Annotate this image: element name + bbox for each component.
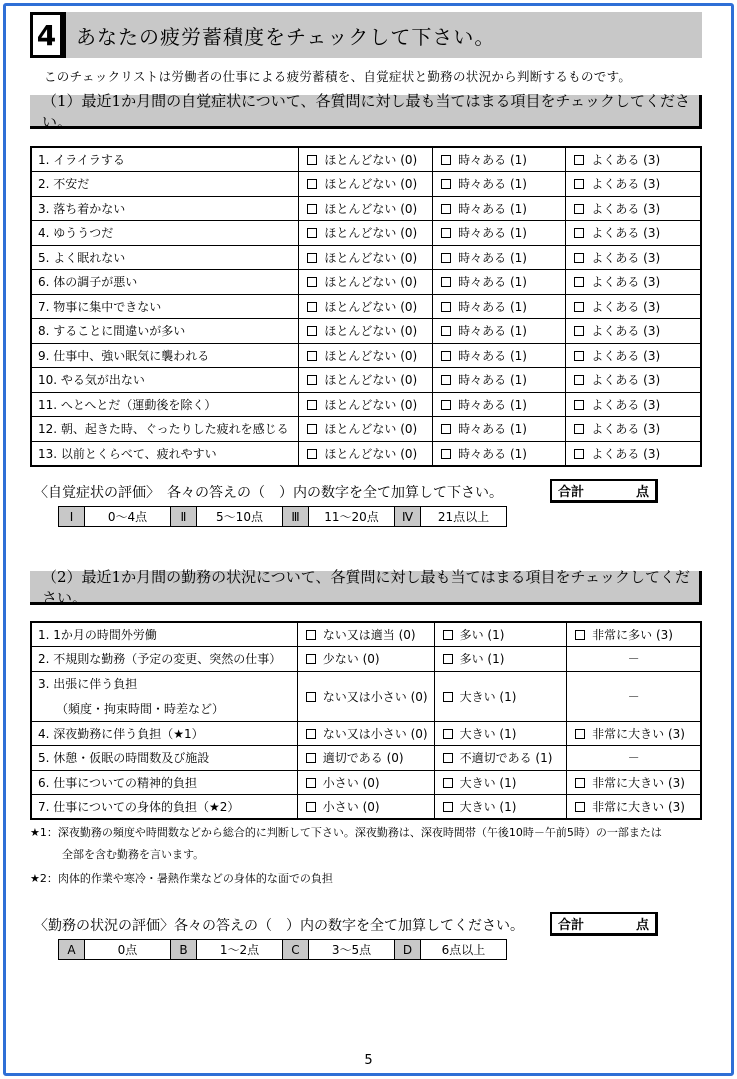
checkbox-icon[interactable] xyxy=(441,400,451,410)
checkbox-icon[interactable] xyxy=(574,375,584,385)
question-cell xyxy=(31,368,299,393)
option-checkbox[interactable] xyxy=(433,172,566,197)
question-text: 1. イライラする xyxy=(38,153,125,167)
option-label: ほとんどない (0) xyxy=(324,422,418,437)
option-label: 時々ある (1) xyxy=(458,324,527,339)
option-checkbox[interactable] xyxy=(299,294,433,319)
table-row xyxy=(31,270,701,295)
checkbox-icon[interactable] xyxy=(574,179,584,189)
option-checkbox[interactable] xyxy=(434,647,567,672)
option-checkbox[interactable] xyxy=(433,392,566,417)
option-label: 少ない (0) xyxy=(322,652,380,667)
checkbox-icon[interactable] xyxy=(441,204,451,214)
checkbox-icon[interactable] xyxy=(574,351,584,361)
option-checkbox[interactable] xyxy=(433,343,566,368)
question-cell xyxy=(31,746,297,771)
option-checkbox[interactable] xyxy=(566,270,701,295)
question-cell xyxy=(31,721,297,746)
checkbox-icon[interactable] xyxy=(441,449,451,459)
option-checkbox[interactable] xyxy=(566,392,701,417)
option-checkbox[interactable] xyxy=(297,647,434,672)
checkbox-icon[interactable] xyxy=(574,449,584,459)
option-label: 多い (1) xyxy=(459,652,505,667)
option-label: ほとんどない (0) xyxy=(324,299,418,314)
checkbox-icon[interactable] xyxy=(574,326,584,336)
table-row xyxy=(31,647,701,672)
option-label: 小さい (0) xyxy=(322,775,380,790)
checkbox-icon[interactable] xyxy=(443,778,453,788)
option-label: よくある (3) xyxy=(591,348,661,363)
option-checkbox[interactable] xyxy=(299,221,433,246)
not-applicable-cell xyxy=(567,647,701,672)
option-checkbox[interactable] xyxy=(299,368,433,393)
option-label: ない又は小さい (0) xyxy=(322,726,428,741)
checkbox-icon[interactable] xyxy=(306,729,316,739)
option-checkbox[interactable] xyxy=(299,417,433,442)
checkbox-icon[interactable] xyxy=(443,630,453,640)
option-checkbox[interactable] xyxy=(299,147,433,172)
question-cell xyxy=(31,319,299,344)
option-label: よくある (3) xyxy=(591,177,661,192)
option-checkbox[interactable] xyxy=(433,245,566,270)
total-label: 合計 xyxy=(558,918,585,933)
checkbox-icon[interactable] xyxy=(574,424,584,434)
question-cell xyxy=(31,392,299,417)
option-checkbox[interactable] xyxy=(434,671,567,721)
option-label: 時々ある (1) xyxy=(458,373,527,388)
question-text: 9. 仕事中、強い眠気に襲われる xyxy=(38,348,210,363)
table-row xyxy=(31,172,701,197)
option-checkbox[interactable] xyxy=(299,343,433,368)
option-checkbox[interactable] xyxy=(297,671,434,721)
checkbox-icon[interactable] xyxy=(307,326,317,336)
option-checkbox[interactable] xyxy=(566,319,701,344)
option-checkbox[interactable] xyxy=(433,221,566,246)
option-label: ない又は小さい (0) xyxy=(322,689,428,704)
option-label: ほとんどない (0) xyxy=(324,446,418,461)
option-checkbox[interactable] xyxy=(299,392,433,417)
checkbox-icon[interactable] xyxy=(306,654,316,664)
checkbox-icon[interactable] xyxy=(307,253,317,263)
option-label: よくある (3) xyxy=(591,446,661,461)
option-checkbox[interactable] xyxy=(299,172,433,197)
table-row xyxy=(31,441,701,466)
question-cell xyxy=(31,270,299,295)
table-row xyxy=(31,196,701,221)
checkbox-icon[interactable] xyxy=(443,654,453,664)
table-row xyxy=(31,770,701,795)
question-subtext: （頻度・拘束時間・時差など） xyxy=(56,702,225,716)
checkbox-icon[interactable] xyxy=(575,729,585,739)
checkbox-icon[interactable] xyxy=(575,802,585,812)
question-text: 11. へとへとだ（運動後を除く） xyxy=(38,397,217,412)
option-checkbox[interactable] xyxy=(433,441,566,466)
option-checkbox[interactable] xyxy=(566,196,701,221)
question-text: 3. 落ち着かない xyxy=(38,201,126,216)
note-2: ★2：肉体的作業や寒冷・暑熱作業などの身体的な面での負担 xyxy=(30,872,333,885)
option-label: よくある (3) xyxy=(591,153,661,167)
option-label: 時々ある (1) xyxy=(458,446,527,461)
option-label: 時々ある (1) xyxy=(458,299,527,314)
checkbox-icon[interactable] xyxy=(306,802,316,812)
option-label: よくある (3) xyxy=(591,324,661,339)
question-text: 3. 出張に伴う負担 xyxy=(38,677,138,691)
checkbox-icon[interactable] xyxy=(306,778,316,788)
option-checkbox[interactable] xyxy=(433,417,566,442)
scale-level: Ⅲ xyxy=(283,507,309,527)
option-checkbox[interactable] xyxy=(434,795,567,820)
note-1-line2: 全部を含む勤務を言います。 xyxy=(62,848,205,861)
checkbox-icon[interactable] xyxy=(575,630,585,640)
checkbox-icon[interactable] xyxy=(307,351,317,361)
option-label: ほとんどない (0) xyxy=(324,397,418,412)
option-label: 小さい (0) xyxy=(322,800,380,814)
scale-range: 21点以上 xyxy=(421,507,507,527)
question-cell xyxy=(31,770,297,795)
option-checkbox[interactable] xyxy=(297,770,434,795)
option-checkbox[interactable] xyxy=(434,622,567,647)
option-checkbox[interactable] xyxy=(433,319,566,344)
checkbox-icon[interactable] xyxy=(441,351,451,361)
option-checkbox[interactable] xyxy=(567,622,701,647)
option-label: 適切である (0) xyxy=(322,751,404,766)
option-label: 大きい (1) xyxy=(459,726,517,741)
option-label: ほとんどない (0) xyxy=(324,324,418,339)
scale-level: A xyxy=(59,940,85,960)
table-row xyxy=(31,368,701,393)
work-eval-text: 〈勤務の状況の評価〉各々の答えの（ ）内の数字を全て加算してください。 xyxy=(34,918,524,934)
option-checkbox[interactable] xyxy=(433,196,566,221)
question-cell xyxy=(31,343,299,368)
option-label: 時々ある (1) xyxy=(458,275,527,290)
option-label: 時々ある (1) xyxy=(458,201,527,216)
checkbox-icon[interactable] xyxy=(307,179,317,189)
question-text: 7. 仕事についての身体的負担（★2） xyxy=(38,800,240,814)
checkbox-icon[interactable] xyxy=(441,228,451,238)
option-label: ない又は適当 (0) xyxy=(322,628,416,642)
option-checkbox[interactable] xyxy=(566,221,701,246)
option-checkbox[interactable] xyxy=(567,795,701,820)
option-checkbox[interactable] xyxy=(566,147,701,172)
checkbox-icon[interactable] xyxy=(307,277,317,287)
option-label: 時々ある (1) xyxy=(458,250,527,265)
option-label: ほとんどない (0) xyxy=(324,348,418,363)
checkbox-icon[interactable] xyxy=(443,729,453,739)
option-label: よくある (3) xyxy=(591,275,661,290)
work-scale-table xyxy=(58,939,507,960)
question-text: 12. 朝、起きた時、ぐったりした疲れを感じる xyxy=(38,422,289,437)
option-label: よくある (3) xyxy=(591,226,661,241)
option-label: 非常に大きい (3) xyxy=(592,726,685,741)
option-label: 時々ある (1) xyxy=(458,226,527,241)
question-cell xyxy=(31,671,297,721)
option-checkbox[interactable] xyxy=(433,294,566,319)
scale-range: 1～2点 xyxy=(197,940,283,960)
option-label: 時々ある (1) xyxy=(458,422,527,437)
checkbox-icon[interactable] xyxy=(441,424,451,434)
option-label: よくある (3) xyxy=(591,373,661,388)
scale-range: 11～20点 xyxy=(309,507,395,527)
section-number: 4 xyxy=(30,12,66,58)
option-label: － xyxy=(627,652,640,667)
question-cell xyxy=(31,647,297,672)
scale-range: 0～4点 xyxy=(85,507,171,527)
option-checkbox[interactable] xyxy=(299,319,433,344)
option-checkbox[interactable] xyxy=(567,770,701,795)
question-cell xyxy=(31,147,299,172)
total-unit: 点 xyxy=(635,485,649,500)
option-label: 時々ある (1) xyxy=(458,397,527,412)
section2-heading: （2）最近1か月間の勤務の状況について、各質問に対し最も当てはまる項目をチェックしてください。 xyxy=(30,571,702,605)
work-total-box[interactable] xyxy=(550,912,658,936)
scale-level: Ⅱ xyxy=(171,507,197,527)
question-cell xyxy=(31,417,299,442)
question-text: 7. 物事に集中できない xyxy=(38,299,162,314)
question-cell xyxy=(31,441,299,466)
symptom-table xyxy=(30,146,702,467)
checkbox-icon[interactable] xyxy=(307,449,317,459)
checkbox-icon[interactable] xyxy=(441,375,451,385)
option-checkbox[interactable] xyxy=(567,721,701,746)
option-label: 非常に大きい (3) xyxy=(592,800,685,814)
question-cell xyxy=(31,196,299,221)
table-row xyxy=(31,721,701,746)
not-applicable-cell xyxy=(567,746,701,771)
page-title: あなたの疲労蓄積度をチェックして下さい。 xyxy=(76,24,496,49)
option-label: ほとんどない (0) xyxy=(324,226,418,241)
option-label: よくある (3) xyxy=(591,422,661,437)
scale-range: 5～10点 xyxy=(197,507,283,527)
option-label: よくある (3) xyxy=(591,201,661,216)
checkbox-icon[interactable] xyxy=(574,228,584,238)
checkbox-icon[interactable] xyxy=(306,630,316,640)
option-label: ほとんどない (0) xyxy=(324,250,418,265)
option-checkbox[interactable] xyxy=(566,294,701,319)
scale-level: Ⅳ xyxy=(395,507,421,527)
option-checkbox[interactable] xyxy=(299,270,433,295)
option-label: 大きい (1) xyxy=(459,800,517,814)
scale-range: 6点以上 xyxy=(421,940,507,960)
option-label: よくある (3) xyxy=(591,250,661,265)
question-cell xyxy=(31,245,299,270)
table-row xyxy=(31,746,701,771)
question-text: 4. 深夜勤務に伴う負担（★1） xyxy=(38,726,204,741)
option-checkbox[interactable] xyxy=(297,721,434,746)
table-row xyxy=(31,795,701,820)
table-row xyxy=(31,622,701,647)
scale-level: Ⅰ xyxy=(59,507,85,527)
option-checkbox[interactable] xyxy=(434,721,567,746)
checkbox-icon[interactable] xyxy=(307,424,317,434)
question-text: 4. ゆううつだ xyxy=(38,226,114,241)
not-applicable-cell xyxy=(567,671,701,721)
checkbox-icon[interactable] xyxy=(441,302,451,312)
checkbox-icon[interactable] xyxy=(307,375,317,385)
question-text: 5. 休憩・仮眠の時間数及び施設 xyxy=(38,751,210,766)
checkbox-icon[interactable] xyxy=(306,753,316,763)
scale-level: D xyxy=(395,940,421,960)
option-checkbox[interactable] xyxy=(299,196,433,221)
section1-heading: （1）最近1か月間の自覚症状について、各質問に対し最も当てはまる項目をチェックしてください。 xyxy=(30,95,702,129)
note-1-line1: ★1：深夜勤務の頻度や時間数などから総合的に判断して下さい。深夜勤務は、深夜時間帯（午後10時－午前5時）の一部または xyxy=(30,826,662,839)
option-checkbox[interactable] xyxy=(297,795,434,820)
checkbox-icon[interactable] xyxy=(443,692,453,702)
table-row xyxy=(31,319,701,344)
option-checkbox[interactable] xyxy=(566,417,701,442)
option-checkbox[interactable] xyxy=(433,368,566,393)
page-number: 5 xyxy=(364,1053,373,1068)
option-checkbox[interactable] xyxy=(433,147,566,172)
question-cell xyxy=(31,172,299,197)
option-checkbox[interactable] xyxy=(297,622,434,647)
option-checkbox[interactable] xyxy=(566,441,701,466)
option-label: よくある (3) xyxy=(591,299,661,314)
checkbox-icon[interactable] xyxy=(307,204,317,214)
option-label: － xyxy=(627,689,640,704)
scale-level: C xyxy=(283,940,309,960)
question-cell xyxy=(31,795,297,820)
question-text: 2. 不規則な勤務（予定の変更、突然の仕事） xyxy=(38,652,282,667)
option-label: ほとんどない (0) xyxy=(324,373,418,388)
checkbox-icon[interactable] xyxy=(441,277,451,287)
checkbox-icon[interactable] xyxy=(574,155,584,165)
symptom-eval-text: 〈自覚症状の評価〉 各々の答えの（ ）内の数字を全て加算して下さい。 xyxy=(34,485,503,501)
option-label: 非常に大きい (3) xyxy=(592,775,685,790)
option-checkbox[interactable] xyxy=(299,245,433,270)
checkbox-icon[interactable] xyxy=(307,155,317,165)
checkbox-icon[interactable] xyxy=(574,400,584,410)
option-label: よくある (3) xyxy=(591,397,661,412)
table-row xyxy=(31,671,701,721)
question-text: 6. 体の調子が悪い xyxy=(38,275,138,290)
option-label: 時々ある (1) xyxy=(458,153,527,167)
work-table xyxy=(30,621,702,820)
scale-level: B xyxy=(171,940,197,960)
table-row xyxy=(31,294,701,319)
checkbox-icon[interactable] xyxy=(441,179,451,189)
scale-range: 0点 xyxy=(85,940,171,960)
checkbox-icon[interactable] xyxy=(443,753,453,763)
option-label: 時々ある (1) xyxy=(458,348,527,363)
option-checkbox[interactable] xyxy=(433,270,566,295)
option-checkbox[interactable] xyxy=(299,441,433,466)
checkbox-icon[interactable] xyxy=(307,302,317,312)
total-unit: 点 xyxy=(635,918,649,933)
checkbox-icon[interactable] xyxy=(441,326,451,336)
table-row xyxy=(31,245,701,270)
option-label: 多い (1) xyxy=(459,628,505,642)
checkbox-icon[interactable] xyxy=(443,802,453,812)
option-label: 不適切である (1) xyxy=(459,751,553,766)
table-row xyxy=(31,343,701,368)
option-label: 時々ある (1) xyxy=(458,177,527,192)
checkbox-icon[interactable] xyxy=(307,400,317,410)
table-row xyxy=(31,417,701,442)
option-checkbox[interactable] xyxy=(566,172,701,197)
question-cell xyxy=(31,622,297,647)
option-checkbox[interactable] xyxy=(434,746,567,771)
symptom-scale-table xyxy=(58,506,507,527)
checkbox-icon[interactable] xyxy=(574,277,584,287)
option-label: － xyxy=(627,751,640,766)
option-label: ほとんどない (0) xyxy=(324,275,418,290)
question-text: 5. よく眠れない xyxy=(38,250,126,265)
table-row xyxy=(31,392,701,417)
checkbox-icon[interactable] xyxy=(574,302,584,312)
checkbox-icon[interactable] xyxy=(575,778,585,788)
section-header xyxy=(30,12,702,58)
option-label: ほとんどない (0) xyxy=(324,153,418,167)
table-row xyxy=(31,147,701,172)
question-text: 8. することに間違いが多い xyxy=(38,324,186,339)
option-checkbox[interactable] xyxy=(566,245,701,270)
question-text: 1. 1か月の時間外労働 xyxy=(38,628,157,642)
question-text: 10. やる気が出ない xyxy=(38,373,145,388)
checkbox-icon[interactable] xyxy=(574,253,584,263)
note-1 xyxy=(30,822,662,866)
option-checkbox[interactable] xyxy=(566,343,701,368)
option-label: 大きい (1) xyxy=(459,689,517,704)
option-checkbox[interactable] xyxy=(297,746,434,771)
checkbox-icon[interactable] xyxy=(574,204,584,214)
question-text: 2. 不安だ xyxy=(38,177,90,192)
scale-range: 3～5点 xyxy=(309,940,395,960)
checkbox-icon[interactable] xyxy=(441,155,451,165)
option-checkbox[interactable] xyxy=(434,770,567,795)
question-cell xyxy=(31,221,299,246)
symptom-total-box[interactable] xyxy=(550,479,658,503)
option-label: 非常に多い (3) xyxy=(592,628,673,642)
option-checkbox[interactable] xyxy=(566,368,701,393)
option-label: 大きい (1) xyxy=(459,775,517,790)
checkbox-icon[interactable] xyxy=(441,253,451,263)
checkbox-icon[interactable] xyxy=(307,228,317,238)
question-text: 13. 以前とくらべて、疲れやすい xyxy=(38,446,217,461)
question-text: 6. 仕事についての精神的負担 xyxy=(38,775,198,790)
question-cell xyxy=(31,294,299,319)
table-row xyxy=(31,221,701,246)
intro-text: このチェックリストは労働者の仕事による疲労蓄積を、自覚症状と勤務の状況から判断するものです。 xyxy=(44,69,632,84)
total-label: 合計 xyxy=(558,485,585,500)
option-label: ほとんどない (0) xyxy=(324,201,418,216)
checkbox-icon[interactable] xyxy=(306,692,316,702)
option-label: ほとんどない (0) xyxy=(324,177,418,192)
